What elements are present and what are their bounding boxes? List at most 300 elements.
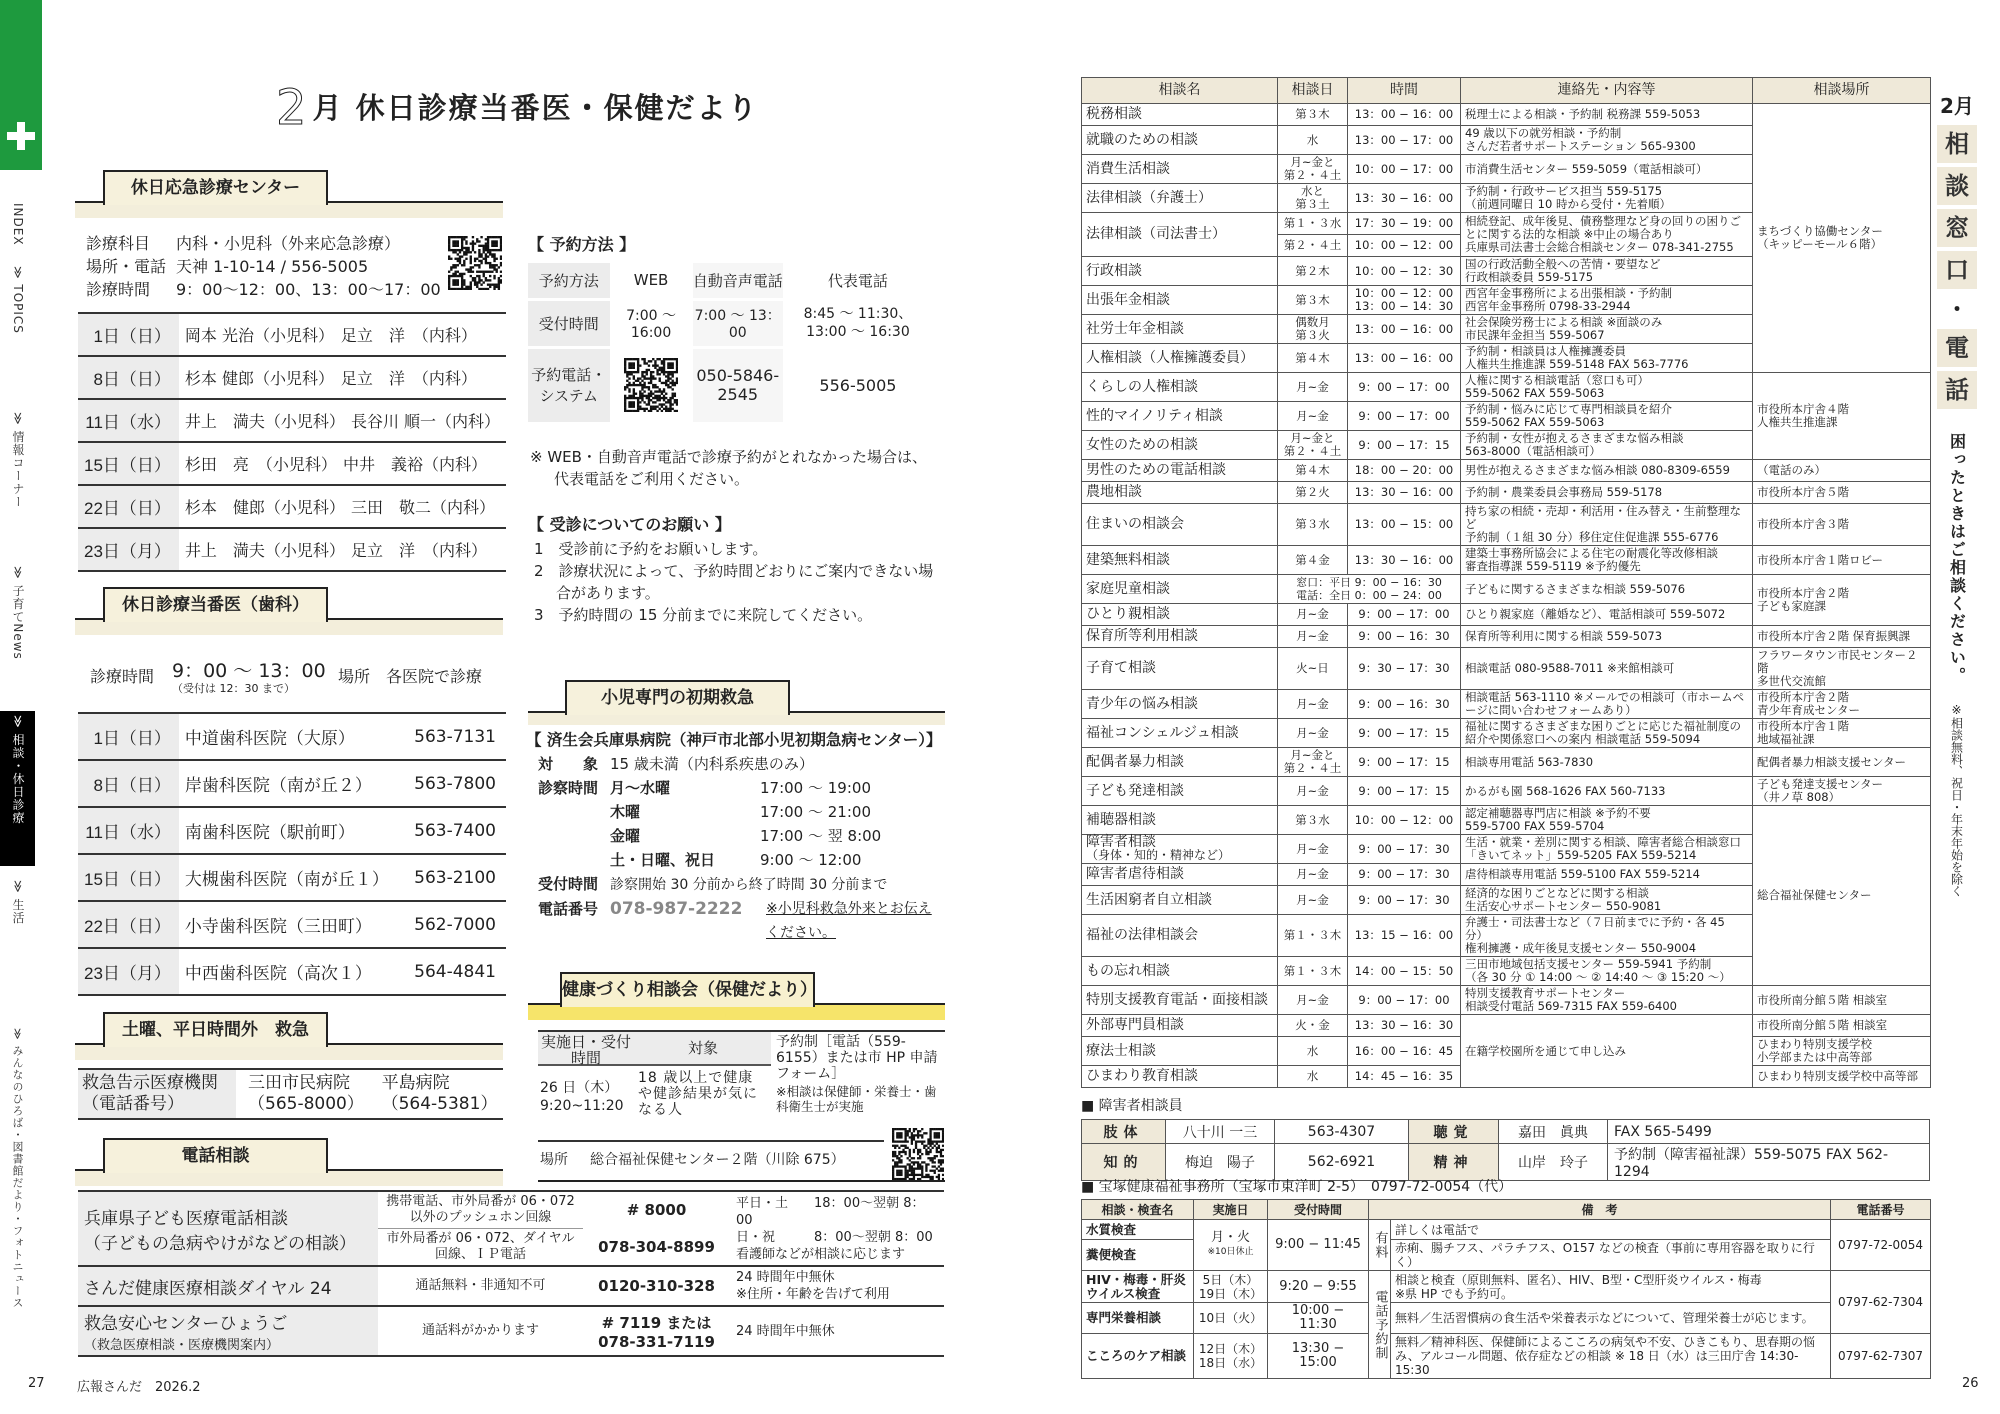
schedule-row <box>78 528 506 571</box>
pediatric-doctor: 岡本 光治（小児科） <box>184 326 335 345</box>
consult-contact: 経済的な困りごとなどに関する相談 生活安心サポートセンター 550-9081 <box>1461 886 1753 915</box>
counselor-contact: FAX 565-5499 <box>1608 1120 1930 1144</box>
internal-doctor: 足立 洋 （内科） <box>340 369 477 388</box>
consult-name <box>1082 1015 1278 1037</box>
consult-row <box>1082 777 1931 806</box>
consult-place: まちづくり協働センター （キッピーモール６階） <box>1753 104 1931 373</box>
consult-name <box>1082 886 1278 915</box>
consult-time: 9：00 − 17：00 <box>1348 986 1461 1015</box>
dental-row <box>78 760 506 807</box>
health-booking-block: 予約制［電話（559-6155）または市 HP 申請フォーム］ ※相談は保健師・栄養士・歯科衛生士が実施 <box>776 1034 938 1114</box>
counselor-contact: 562-6921 <box>1275 1144 1409 1181</box>
dental-clinic: 南歯科医院（駅前町） <box>179 807 404 854</box>
consult-name-text: 家庭児童相談 <box>1086 580 1170 597</box>
dental-phone: 564-4841 <box>404 948 506 995</box>
request-item: 2 診療状況によって、予約時間どおりにご案内できない場合があります。 <box>534 562 934 602</box>
consult-day: 第１・３水 <box>1278 213 1348 235</box>
column-header: 相談名 <box>1082 78 1278 104</box>
consult-time: 13：00 − 16：00 <box>1348 315 1461 344</box>
schedule-row <box>78 442 506 485</box>
consult-time: 10：00 − 17：00 <box>1348 155 1461 184</box>
pediatric-phone-row: 電話番号 078-987-2222 ※小児科救急外来とお伝えください。 <box>538 899 932 941</box>
dental-date: 1日（日） <box>78 713 179 760</box>
consult-name-text: 保育所等利用相談 <box>1086 628 1198 644</box>
consult-contact: 建築士事務所協会による住宅の耐震化等改修相談 審査指導課 559-5119 ※予約優先 <box>1461 546 1753 575</box>
dental-date: 23日（月） <box>78 948 179 995</box>
consult-day: 第３木 <box>1278 286 1348 315</box>
schedule-date: 1日（日） <box>78 313 179 356</box>
dental-clinic: 中西歯科医院（高次１） <box>179 948 404 995</box>
nav-item[interactable]: ≫ みんなのひろば・図書館だより・フォトニュース <box>11 1028 24 1310</box>
counselor-name: 梅迫 陽子 <box>1166 1144 1275 1181</box>
dental-row <box>78 901 506 948</box>
counselor-category: 知的 <box>1082 1144 1166 1181</box>
consult-time: 13：00 − 16：00 <box>1348 344 1461 373</box>
consult-contact: 男性が抱えるさまざまな悩み相談 080-8309-6559 <box>1461 460 1753 482</box>
right-sidebar: 2月 相 談 窓 口 ・ 電 話 困ったときはご相談ください。 ※相談無料、祝日・年末年始を除く <box>1933 90 1981 897</box>
consult-day: 月~金 <box>1278 864 1348 886</box>
consult-time: 9：00 − 16：30 <box>1348 626 1461 648</box>
consult-day: 第４木 <box>1278 344 1348 373</box>
emergency-center-info <box>86 232 442 301</box>
pediatric-reception: 受付時間 診察開始 30 分前から終了時間 30 分前まで <box>538 875 888 893</box>
emergency-schedule-table <box>78 312 506 572</box>
info-value: 9：00～12：00、13：00～17：00 <box>176 280 441 299</box>
consult-name-text: 男性のための電話相談 <box>1086 462 1226 478</box>
consult-name-text: 福祉コンシェルジュ相談 <box>1086 724 1239 741</box>
consult-day: 月~金と 第２・４土 <box>1278 748 1348 777</box>
consult-row <box>1082 482 1931 504</box>
dental-phone: 563-2100 <box>404 854 506 901</box>
counselor-name: 嘉田 眞典 <box>1499 1120 1608 1144</box>
consult-contact: 特別支援教育サポートセンター 相談受付電話 569-7315 FAX 559-6400 <box>1461 986 1753 1015</box>
publication-name: 広報さんだ 2026.2 <box>77 1380 201 1395</box>
phone-consult-name: 救急安心センターひょうご （救急医療相談・医療機関案内） <box>78 1306 378 1356</box>
consult-time: 16：00 − 16：45 <box>1348 1037 1461 1066</box>
consult-name <box>1082 626 1278 648</box>
consult-place: 子ども発達支援センター （井ノ草 808） <box>1753 777 1931 806</box>
consult-place: 市役所南分館５階 相談室 <box>1753 1015 1931 1037</box>
consult-day: 第３木 <box>1278 104 1348 126</box>
consult-contact: 福祉に関するさまざまな困りごとに応じた福祉制度の紹介や関係窓口への案内 相談電話 559-5094 <box>1461 719 1753 748</box>
consult-time: 9：00 − 17：15 <box>1348 719 1461 748</box>
qr-code <box>624 358 678 412</box>
pediatric-doctor: 井上 満夫（小児科） <box>184 412 345 431</box>
schedule-date: 15日（日） <box>78 442 179 485</box>
info-value: 天神 1-10-14 / 556-5005 <box>176 257 369 276</box>
consult-contact: 予約制・相談員は人権擁護委員 人権共生推進課 559-5148 FAX 563-7776 <box>1461 344 1753 373</box>
consult-place: 市役所南分館５階 相談室 <box>1753 986 1931 1015</box>
consult-day: 月~金 <box>1278 986 1348 1015</box>
consult-name-sub: （身体・知的・精神など） <box>1086 848 1231 862</box>
consult-contact: 保育所等利用に関する相談 559-5073 <box>1461 626 1753 648</box>
consult-contact: 相談電話 563-1110 ※メールでの相談可（市ホームページに問い合わせフォームあり） <box>1461 690 1753 719</box>
consult-time: 9：00 − 17：15 <box>1348 431 1461 460</box>
consult-name-text: 消費生活相談 <box>1086 160 1170 177</box>
sidebar-title-char: 電 <box>1937 329 1977 367</box>
consult-row <box>1082 104 1931 126</box>
consult-day: 月~金 <box>1278 777 1348 806</box>
consult-name-text: 生活困窮者自立相談 <box>1086 891 1212 908</box>
nav-item[interactable]: INDEX <box>11 203 25 246</box>
consult-contact: 予約制・女性が抱えるさまざまな悩み相談 563-8000（電話相談可） <box>1461 431 1753 460</box>
consult-day: 第３水 <box>1278 806 1348 835</box>
consult-place: ひまわり特別支援学校中高等部 <box>1753 1066 1931 1088</box>
consult-contact: 子どもに関するさまざまな相談 559-5076 <box>1461 575 1753 604</box>
internal-doctor: 足立 洋 （内科） <box>340 326 477 345</box>
hours-day: 月～水曜 <box>610 779 671 797</box>
pediatric-doctor: 井上 満夫（小児科） <box>184 541 345 560</box>
page-number-right: 26 <box>1962 1376 1979 1391</box>
sidebar-title-char: 窓 <box>1937 209 1977 247</box>
consult-name <box>1082 402 1278 431</box>
counselor-row <box>1082 1144 1930 1181</box>
schedule-doctors <box>179 356 506 399</box>
sidebar-title-char: 話 <box>1937 371 1977 409</box>
reservation-note: ※ WEB・自動音声電話で診療予約がとれなかった場合は、代表電話をご利用ください。 <box>530 448 927 488</box>
dental-phone: 563-7800 <box>404 760 506 807</box>
consult-name-text: 人権相談（人権擁護委員） <box>1086 349 1254 366</box>
consult-row <box>1082 504 1931 546</box>
consult-day: 偶数月 第３火 <box>1278 315 1348 344</box>
consult-day: 月~金 <box>1278 886 1348 915</box>
section-header-pediatric: 小児専門の初期救急 <box>528 680 945 728</box>
disability-counselors-heading: ■ 障害者相談員 <box>1081 1098 1183 1114</box>
nav-item[interactable]: ≫ TOPICS <box>11 266 25 334</box>
hospitals-label: 救急告示医療機関 （電話番号） <box>78 1069 236 1119</box>
pediatric-target: 対 象 15 歳未満（内科系疾患のみ） <box>538 755 814 773</box>
consult-name <box>1082 104 1278 126</box>
consult-name-text: 建築無料相談 <box>1086 551 1170 568</box>
consult-row <box>1082 373 1931 402</box>
dental-phone: 563-7131 <box>404 713 506 760</box>
hours-time: 17:00 ～ 21:00 <box>760 803 871 821</box>
consult-contact: 相談電話 080-9588-7011 ※来館相談可 <box>1461 648 1753 690</box>
consult-time: 9：00 − 17：15 <box>1348 748 1461 777</box>
info-label: 場所・電話 <box>86 257 167 276</box>
consult-day: 月~金 <box>1278 626 1348 648</box>
schedule-date: 11日（水） <box>78 399 179 442</box>
consult-time: 10：00 − 12：00 <box>1348 235 1461 257</box>
internal-doctor: 三田 敬二（内科） <box>350 498 495 517</box>
consult-time: 14：45 − 16：35 <box>1348 1066 1461 1088</box>
consult-contact: 税理士による相談・予約制 税務課 559-5053 <box>1461 104 1753 126</box>
consult-name-text: 法律相談（弁護士） <box>1086 189 1212 206</box>
schedule-date: 23日（月） <box>78 528 179 571</box>
schedule-row <box>78 399 506 442</box>
consult-name-text: 外部専門員相談 <box>1086 1017 1184 1033</box>
consult-contact: 認定補聴器専門店に相談 ※予約不要 559-5700 FAX 559-5704 <box>1461 806 1753 835</box>
consult-name-text: 社労士年金相談 <box>1086 320 1184 337</box>
internal-doctor: 中井 義裕（内科） <box>342 455 487 474</box>
section-header-emergency-center: 休日応急診療センター <box>75 170 503 218</box>
dental-date: 11日（水） <box>78 807 179 854</box>
nav-item[interactable]: ≫ 相談・休日診療 <box>0 711 35 866</box>
phone-consult-number: # 7119 または 078-331-7119 <box>583 1306 730 1356</box>
home-button[interactable] <box>0 0 42 170</box>
consult-day: 水 <box>1278 126 1348 155</box>
hours-day: 土・日曜、祝日 <box>610 851 716 869</box>
consult-time: 13：00 − 16：00 <box>1348 104 1461 126</box>
consult-place: 総合福祉保健センター <box>1753 806 1931 986</box>
consult-contact: 人権に関する相談電話（窓口も可） 559-5062 FAX 559-5063 <box>1461 373 1753 402</box>
schedule-date: 22日（日） <box>78 485 179 528</box>
consult-day: 第４金 <box>1278 546 1348 575</box>
schedule-doctors <box>179 528 506 571</box>
dental-hours: 診療時間 9：00 ～ 13：00 （受付は 12：30 まで） 場所 各医院で診療 <box>90 660 483 695</box>
pediatric-hours-row <box>526 824 946 848</box>
sidebar-title-char: ・ <box>1945 298 1968 323</box>
info-label: 診療科目 <box>86 234 151 253</box>
consult-name-text: くらしの人権相談 <box>1086 378 1198 395</box>
consult-name-text: 税務相談 <box>1086 106 1142 122</box>
dental-date: 22日（日） <box>78 901 179 948</box>
consult-day: 第１・３木 <box>1278 915 1348 957</box>
pediatric-hours <box>526 776 946 872</box>
consultation-table <box>1081 77 1931 1088</box>
consult-name <box>1082 915 1278 957</box>
consult-contact: 三田市地域包括支援センター 559-5941 予約制 （各 30 分 ① 14:00 ～ ② 14:40 ～ ③ 15:20 ～） <box>1461 957 1753 986</box>
consult-name <box>1082 648 1278 690</box>
consult-name <box>1082 1066 1278 1088</box>
consult-contact: かるがも園 568-1626 FAX 560-7133 <box>1461 777 1753 806</box>
pediatric-hours-row <box>526 776 946 800</box>
consult-day: 第２木 <box>1278 257 1348 286</box>
consult-time: 9：00 − 17：00 <box>1348 373 1461 402</box>
consult-time: 13：00 − 15：00 <box>1348 504 1461 546</box>
consult-name <box>1082 986 1278 1015</box>
consult-row <box>1082 806 1931 835</box>
consult-contact: 市消費生活センター 559-5059（電話相談可） <box>1461 155 1753 184</box>
consult-day-time: 窓口：平日 9：00 − 16：30 電話：全日 0：00 − 24：00 <box>1278 575 1461 604</box>
consult-name-text: もの忘れ相談 <box>1086 962 1170 979</box>
consult-name <box>1082 806 1278 835</box>
consult-name-text: 子育て相談 <box>1086 660 1156 676</box>
water-day: 月・火 ※10日休止 <box>1194 1220 1268 1271</box>
consult-contact: 相続登記、成年後見、債務整理など身の回りの困りごとに関する法的な相談 ※中止の場合あり 兵庫県司法書士会総合相談センター 078-341-2755 <box>1461 213 1753 257</box>
consult-contact: 予約制・行政サービス担当 559-5175 （前週同曜日 10 時から受付・先着順） <box>1461 184 1753 213</box>
section-header-weekend-emergency: 土曜、平日時間外 救急 <box>75 1012 503 1060</box>
consult-day: 月~金と 第２・４土 <box>1278 431 1348 460</box>
schedule-doctors <box>179 485 506 528</box>
consult-row <box>1082 719 1931 748</box>
consult-name <box>1082 546 1278 575</box>
consult-row <box>1082 648 1931 690</box>
consult-name-text: 出張年金相談 <box>1086 291 1170 308</box>
section-header-phone-consult: 電話相談 <box>75 1138 503 1186</box>
dental-schedule-table <box>78 712 506 996</box>
consult-name <box>1082 213 1278 257</box>
consult-contact: ひとり親家庭（離婚など）、電話相談可 559-5072 <box>1461 604 1753 626</box>
counselor-category: 精神 <box>1409 1144 1499 1181</box>
consult-contact: 49 歳以下の就労相談・予約制 さんだ若者サポートステーション 565-9300 <box>1461 126 1753 155</box>
consult-day: 水と 第３土 <box>1278 184 1348 213</box>
pediatric-phone: 078-987-2222 <box>610 899 743 919</box>
consult-day: 月~金 <box>1278 604 1348 626</box>
sidebar-title <box>1933 125 1981 409</box>
health-consult-table: 実施日・受付時間 対象 26 日（木） 9:20~11:20 18 歳以上で健康や健診結果が気になる人 予約制［電話（559-6155）または市 HP 申請フォーム］ ※相談は保健師・栄養士・歯科衛生士が実施 場所 総合福祉保健センター２階（川除 675） <box>538 1030 945 1182</box>
consult-contact: 虐待相談専用電話 559-5100 FAX 559-5214 <box>1461 864 1753 886</box>
counselor-category: 聴覚 <box>1409 1120 1499 1144</box>
consult-time: 10：00 − 12：00 <box>1348 806 1461 835</box>
nav-item[interactable]: ≫ 情報コーナー <box>11 412 25 509</box>
consult-name-text: 特別支援教育電話・面接相談 <box>1086 991 1268 1008</box>
consult-time: 13：00 − 17：00 <box>1348 126 1461 155</box>
dental-date: 8日（日） <box>78 760 179 807</box>
sidebar-title-char: 相 <box>1937 125 1977 163</box>
consult-time: 13：30 − 16：00 <box>1348 184 1461 213</box>
consult-name <box>1082 604 1278 626</box>
consult-day: 月~金 <box>1278 373 1348 402</box>
consult-time: 9：00 − 17：30 <box>1348 835 1461 864</box>
consult-row <box>1082 546 1931 575</box>
consult-time: 9：00 − 17：15 <box>1348 777 1461 806</box>
consult-row <box>1082 626 1931 648</box>
consult-day: 月~金 <box>1278 835 1348 864</box>
consult-name-text: ひまわり教育相談 <box>1086 1068 1198 1084</box>
disability-counselors-table <box>1081 1119 1930 1181</box>
pediatric-doctor: 杉本 健郎（小児科） <box>184 369 335 388</box>
consult-contact: 持ち家の相続・売却・利活用・住み替え・生前整理など 予約制（１組 30 分）移住定住促進課 555-6776 <box>1461 504 1753 546</box>
qr-code <box>892 1128 944 1180</box>
consult-place: 市役所本庁舎１階ロビー <box>1753 546 1931 575</box>
consult-day: 月~金と 第２・４土 <box>1278 155 1348 184</box>
consult-time: 14：00 − 15：50 <box>1348 957 1461 986</box>
consult-name-text: 療法士相談 <box>1086 1042 1156 1059</box>
request-item: 3 予約時間の 15 分前までに来院してください。 <box>534 606 873 624</box>
consult-contact: 弁護士・司法書士など（７日前までに予約・各 45 分） 権利擁護・成年後見支援センター 550-9004 <box>1461 915 1753 957</box>
consult-name <box>1082 344 1278 373</box>
column-header: 連絡先・内容等 <box>1461 78 1753 104</box>
consult-place: 市役所本庁舎３階 <box>1753 504 1931 546</box>
consult-time: 9：00 − 17：30 <box>1348 864 1461 886</box>
request-item: 1 受診前に予約をお願いします。 <box>534 540 768 558</box>
page-title: 2 月 休日診療当番医・保健だより <box>276 80 759 136</box>
consult-time: 13：30 − 16：00 <box>1348 546 1461 575</box>
schedule-doctors <box>179 442 506 485</box>
consult-name <box>1082 957 1278 986</box>
consult-name-text: 福祉の法律相談会 <box>1086 927 1198 943</box>
info-row <box>86 278 442 301</box>
sidebar-title-char: 口 <box>1937 251 1977 289</box>
consult-name <box>1082 748 1278 777</box>
consult-name <box>1082 1037 1278 1066</box>
consult-name <box>1082 257 1278 286</box>
consult-name <box>1082 315 1278 344</box>
consult-contact: 西宮年金事務所による出張相談・予約制 西宮年金事務所 0798-33-2944 <box>1461 286 1753 315</box>
consult-place: 市役所本庁舎２階 子ども家庭課 <box>1753 575 1931 626</box>
consult-name <box>1082 155 1278 184</box>
consult-contact: 予約制・農業委員会事務局 559-5178 <box>1461 482 1753 504</box>
consult-day: 火・金 <box>1278 1015 1348 1037</box>
column-header: 相談日 <box>1278 78 1348 104</box>
consult-contact: 在籍学校園所を通じて申し込み <box>1461 1015 1753 1088</box>
requests-heading: 【 受診についてのお願い 】 <box>528 515 731 534</box>
consult-name <box>1082 864 1278 886</box>
consult-name <box>1082 482 1278 504</box>
dental-phone: 563-7400 <box>404 807 506 854</box>
consult-day: 火~日 <box>1278 648 1348 690</box>
internal-doctor: 足立 洋 （内科） <box>350 541 487 560</box>
consult-name-text: 補聴器相談 <box>1086 811 1156 828</box>
consult-name-text: 住まいの相談会 <box>1086 516 1184 532</box>
consult-place: 市役所本庁舎２階 保育振興課 <box>1753 626 1931 648</box>
consult-place: フラワータウン市民センター２階 多世代交流館 <box>1753 648 1931 690</box>
consult-row <box>1082 1015 1931 1037</box>
column-header: 時間 <box>1348 78 1461 104</box>
consult-name <box>1082 286 1278 315</box>
schedule-row <box>78 313 506 356</box>
nav-item[interactable]: ≫ 子育てNews <box>11 566 25 660</box>
consult-day: 水 <box>1278 1066 1348 1088</box>
dental-row <box>78 948 506 995</box>
consult-name <box>1082 184 1278 213</box>
hours-day: 木曜 <box>610 803 641 821</box>
consult-contact: 生活・就業・差別に関する相談、障害者総合相談窓口「きいてネット」559-5205 FAX 559-5214 <box>1461 835 1753 864</box>
reservation-table: 予約方法 WEB 自動音声電話 代表電話 受付時間 7:00 ～ 16:00 7:00 ～ 13：00 8:45 ～ 11:30、13:00 ～ 16:30 予約電話・システム 050-5846-2545 556-5005 <box>528 263 933 425</box>
consult-time: 9：00 − 17：30 <box>1348 886 1461 915</box>
consult-time: 18：00 − 20：00 <box>1348 460 1461 482</box>
info-label: 診療時間 <box>86 280 151 299</box>
hours-time: 9:00 ～ 12:00 <box>760 851 862 869</box>
consult-name <box>1082 777 1278 806</box>
schedule-doctors <box>179 399 506 442</box>
internal-doctor: 長谷川 順一（内科） <box>350 412 501 431</box>
consult-day: 第１・３木 <box>1278 957 1348 986</box>
consult-day: 月~金 <box>1278 719 1348 748</box>
dental-row <box>78 854 506 901</box>
consult-time: 13：30 − 16：00 <box>1348 482 1461 504</box>
phone-consult-name: 兵庫県子ども医療電話相談 （子どもの急病やけがなどの相談） <box>78 1191 378 1266</box>
phone-consult-table: 兵庫県子ども医療電話相談 （子どもの急病やけがなどの相談） 携帯電話、市外局番が 06・072 以外のプッシュホン回線 # 8000 平日・土 18：00～翌朝 8：00 日・祝 8：00～翌朝 8：00 看護師などが相談に応じます 市外局番が 06・072、ダイヤル回線、ＩＰ電話 078-304-8899 さんだ健康医療相談ダイヤル 24 通話無料・非通知不可 0120-310-328 24 時間年中無休 ※住所・年齢を告げて利用 救急安心センターひょうご （救急医療相談・医療機関案内） 通話料がかかります # 7119 または 078-331-7119 24 時間年中無休 <box>78 1190 944 1357</box>
hours-label: 診察時間 <box>538 779 599 797</box>
consult-time: 9：30 − 17：30 <box>1348 648 1461 690</box>
hours-time: 17:00 ～ 翌 8:00 <box>760 827 882 845</box>
consult-name-text: 子ども発達相談 <box>1086 782 1184 799</box>
pediatric-hours-row <box>526 800 946 824</box>
consult-name <box>1082 504 1278 546</box>
consult-name <box>1082 690 1278 719</box>
consult-place: ひまわり特別支援学校 小学部または中高等部 <box>1753 1037 1931 1066</box>
schedule-date: 8日（日） <box>78 356 179 399</box>
consult-contact: 社会保険労務士による相談 ※面談のみ 市民課年金担当 559-5067 <box>1461 315 1753 344</box>
consult-name-text: 配偶者暴力相談 <box>1086 753 1184 770</box>
dental-date: 15日（日） <box>78 854 179 901</box>
dental-clinic: 中道歯科医院（大原） <box>179 713 404 760</box>
phone-consult-hours: 平日・土 18：00～翌朝 8：00 日・祝 8：00～翌朝 8：00 看護師などが相談に応じます <box>730 1191 944 1266</box>
consult-day: 第２火 <box>1278 482 1348 504</box>
hospital-sanda: 三田市民病院 （565-8000） <box>248 1073 364 1114</box>
consult-name <box>1082 575 1278 604</box>
requests-list <box>534 538 934 626</box>
consult-time: 13：30 − 16：30 <box>1348 1015 1461 1037</box>
consult-time: 9：00 − 17：00 <box>1348 604 1461 626</box>
qr-code <box>448 236 502 290</box>
info-value: 内科・小児科（外来応急診療） <box>176 234 401 253</box>
counselor-name: 山岸 玲子 <box>1499 1144 1608 1181</box>
hours-day: 金曜 <box>610 827 641 845</box>
consult-name-text: 行政相談 <box>1086 262 1142 279</box>
consult-time: 10：00 − 12：30 <box>1348 257 1461 286</box>
nav-item[interactable]: ≫ 生活 <box>11 880 25 925</box>
dental-clinic: 大槻歯科医院（南が丘１） <box>179 854 404 901</box>
consult-name-text: 農地相談 <box>1086 484 1142 500</box>
web-reservation-qr[interactable] <box>611 347 691 423</box>
consult-time: 9：00 − 17：00 <box>1348 402 1461 431</box>
dental-phone: 562-7000 <box>404 901 506 948</box>
consult-place: （電話のみ） <box>1753 460 1931 482</box>
consult-day: 水 <box>1278 1037 1348 1066</box>
